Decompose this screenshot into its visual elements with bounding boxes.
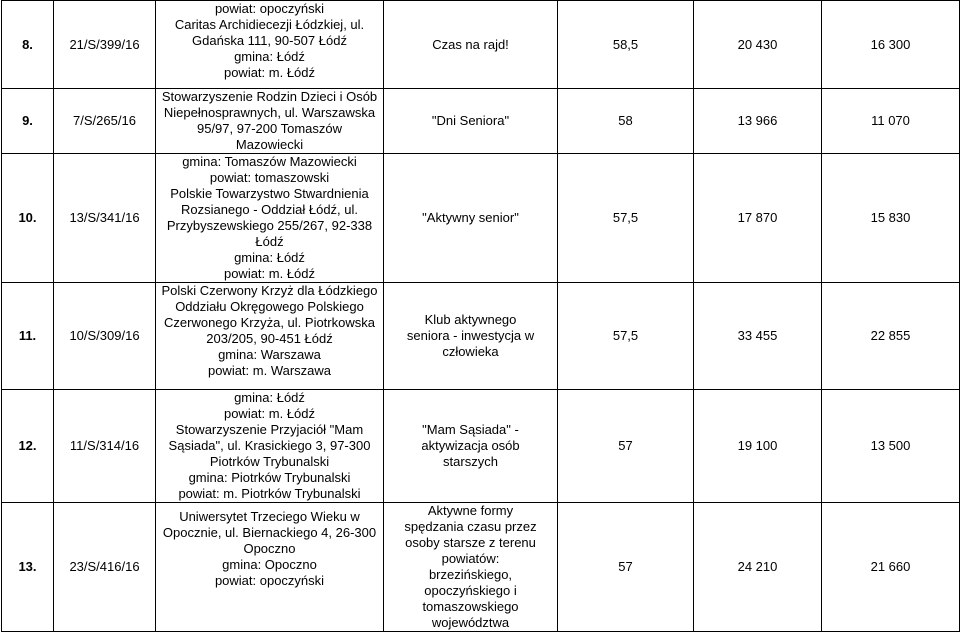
organization-line: powiat: opoczyński [214, 1, 325, 16]
project-title-line: Klub aktywnego [424, 312, 517, 327]
organization-cell [156, 89, 384, 154]
granted-amount-cell: 21 660 [822, 503, 960, 632]
project-title-line: "Dni Seniora" [431, 113, 510, 128]
organization-line: Polskie Towarzystwo Stwardnienia [170, 186, 369, 201]
organization-line: Piotrków Trybunalski [209, 454, 330, 469]
project-title-cell [384, 390, 558, 503]
organization-cell [156, 1, 384, 89]
table-row [2, 154, 960, 283]
organization-cell [156, 390, 384, 503]
organization-line: powiat: m. Piotrków Trybunalski [178, 486, 361, 501]
score-cell: 58,5 [558, 1, 694, 89]
row-number-cell: 8. [2, 1, 54, 89]
organization-line: Stowarzyszenie Rodzin Dzieci i Osób [161, 89, 378, 104]
organization-line: 95/97, 97-200 Tomaszów [196, 121, 343, 136]
project-title-cell [384, 154, 558, 283]
project-title-line: opoczyńskiego i [424, 583, 517, 598]
granted-amount-cell: 15 830 [822, 154, 960, 283]
organization-line: powiat: m. Łódź [223, 406, 316, 421]
table-row [2, 390, 960, 503]
organization-line: Caritas Archidiecezji Łódzkiej, ul. [174, 17, 365, 32]
requested-amount-cell: 13 966 [694, 89, 822, 154]
table-row [2, 283, 960, 390]
project-title-line: Aktywne formy [427, 503, 514, 518]
row-number-cell: 12. [2, 390, 54, 503]
project-title-line: Czas na rajd! [432, 36, 509, 52]
reference-number-cell: 11/S/314/16 [54, 390, 156, 503]
granted-amount-cell: 11 070 [822, 89, 960, 154]
organization-line: gmina: Łódź [234, 390, 305, 405]
score-cell: 57 [558, 503, 694, 632]
organization-line: gmina: Łódź [234, 49, 305, 64]
score-cell: 57 [558, 390, 694, 503]
organization-line: Oddziału Okręgowego Polskiego [175, 299, 364, 314]
row-number-cell: 9. [2, 89, 54, 154]
organization-line: gmina: Opoczno [222, 557, 317, 572]
reference-number-cell: 21/S/399/16 [54, 1, 156, 89]
table-row [2, 89, 960, 154]
organization-line: Sąsiada", ul. Krasickiego 3, 97-300 [168, 438, 371, 453]
organization-line: gmina: Piotrków Trybunalski [188, 470, 351, 485]
project-title-cell [384, 283, 558, 390]
organization-cell [156, 283, 384, 390]
organization-line: gmina: Tomaszów Mazowiecki [182, 154, 357, 169]
project-title-line: starszych [443, 454, 498, 469]
row-number-cell: 13. [2, 503, 54, 632]
organization-line: Niepełnosprawnych, ul. Warszawska [163, 105, 376, 120]
organization-line: Opoczno [243, 541, 296, 556]
organization-line: Polski Czerwony Krzyż dla Łódzkiego [161, 283, 378, 298]
organization-line: Uniwersytet Trzeciego Wieku w [179, 509, 360, 524]
project-title-line: człowieka [442, 344, 499, 359]
project-title-line: aktywizacja osób [421, 438, 520, 453]
organization-line: powiat: tomaszowski [209, 170, 330, 185]
organization-line: Czerwonego Krzyża, ul. Piotrkowska [164, 315, 375, 330]
row-number-cell: 10. [2, 154, 54, 283]
reference-number-cell: 23/S/416/16 [54, 503, 156, 632]
organization-line: powiat: m. Łódź [223, 266, 316, 281]
project-title-cell [384, 503, 558, 632]
project-title-cell [384, 1, 558, 89]
project-title-line: powiatów: [441, 551, 500, 566]
row-number-cell: 11. [2, 283, 54, 390]
project-title-line: brzezińskiego, [428, 567, 513, 582]
project-title-line: seniora - inwestycja w [406, 328, 535, 343]
organization-line: powiat: opoczyński [214, 573, 325, 588]
reference-number-cell: 7/S/265/16 [54, 89, 156, 154]
project-title-line: "Aktywny senior" [422, 210, 519, 225]
granted-amount-cell: 13 500 [822, 390, 960, 503]
table-row [2, 503, 960, 632]
table-row [2, 1, 960, 89]
score-cell: 57,5 [558, 154, 694, 283]
grant-results-table [1, 0, 960, 632]
requested-amount-cell: 20 430 [694, 1, 822, 89]
requested-amount-cell: 17 870 [694, 154, 822, 283]
organization-line: Rozsianego - Oddział Łódź, ul. [180, 202, 359, 217]
project-title-line: "Mam Sąsiada" - [422, 422, 519, 437]
project-title-line: osoby starsze z terenu [405, 535, 536, 550]
organization-line: Opocznie, ul. Biernackiego 4, 26-300 [162, 525, 377, 540]
requested-amount-cell: 33 455 [694, 283, 822, 390]
organization-line: 203/205, 90-451 Łódź [206, 331, 333, 346]
organization-line: gmina: Warszawa [218, 347, 321, 362]
organization-line: gmina: Łódź [234, 250, 305, 265]
project-title-cell [384, 89, 558, 154]
requested-amount-cell: 19 100 [694, 390, 822, 503]
granted-amount-cell: 22 855 [822, 283, 960, 390]
project-title-line: spędzania czasu przez [404, 519, 537, 534]
organization-line: powiat: m. Łódź [223, 65, 316, 80]
organization-cell [156, 154, 384, 283]
organization-line: Przybyszewskiego 255/267, 92-338 [166, 218, 373, 233]
score-cell: 57,5 [558, 283, 694, 390]
organization-line: Mazowiecki [235, 137, 304, 152]
reference-number-cell: 10/S/309/16 [54, 283, 156, 390]
project-title-line: tomaszowskiego [422, 599, 519, 614]
organization-line: Gdańska 111, 90-507 Łódź [192, 33, 347, 48]
reference-number-cell: 13/S/341/16 [54, 154, 156, 283]
project-title-line: województwa [431, 615, 510, 630]
score-cell: 58 [558, 89, 694, 154]
organization-line: powiat: m. Warszawa [207, 363, 332, 378]
granted-amount-cell: 16 300 [822, 1, 960, 89]
organization-cell [156, 503, 384, 632]
organization-line: Łódź [255, 234, 284, 249]
requested-amount-cell: 24 210 [694, 503, 822, 632]
organization-line: Stowarzyszenie Przyjaciół "Mam [175, 422, 364, 437]
